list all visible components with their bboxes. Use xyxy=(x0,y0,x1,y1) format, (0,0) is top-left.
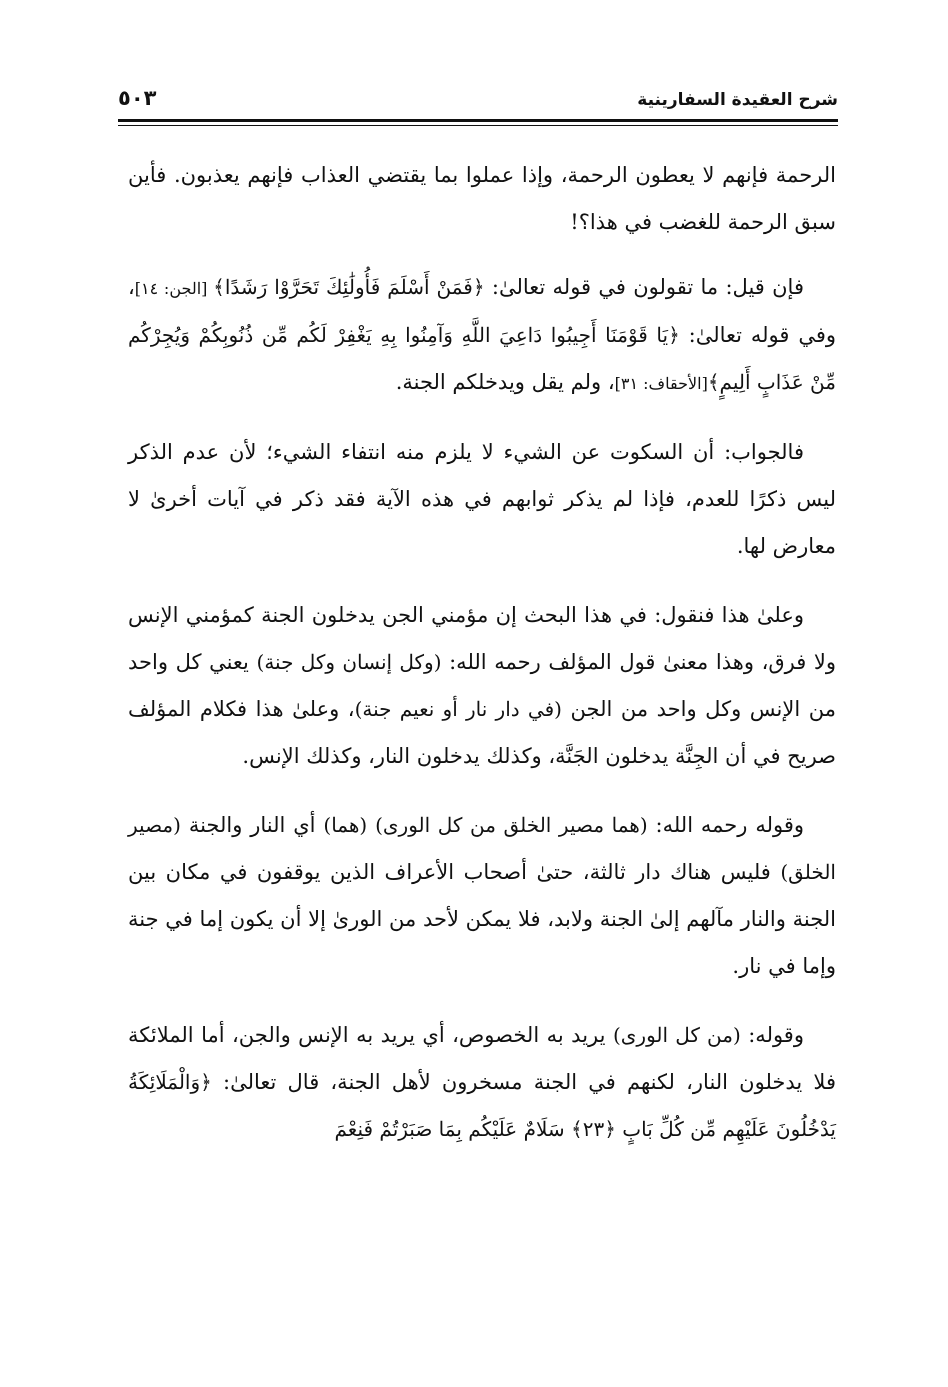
verse-reference-jinn: [الجن: ١٤] xyxy=(134,279,214,298)
author-quote: (من كل الورى) xyxy=(612,1023,741,1047)
text-segment: وقوله رحمه الله: xyxy=(647,813,805,837)
text-segment: وعلىٰ هذا فنقول: في هذا البحث إن مؤمني الجن يدخلون الجنة كمؤمني الإنس ولا فرق، وهذا معنىٰ قول المؤلف رحمه الله: xyxy=(128,603,836,674)
quran-verse-ahqaf: ﴿يَا قَوْمَنَا أَجِيبُوا دَاعِيَ اللَّهِ وَآمِنُوا بِهِ يَغْفِرْ لَكُم مِّن ذُنُوبِكُمْ وَيُجِرْكُم مِّنْ عَذَابٍ أَلِيمٍ﴾ xyxy=(128,323,836,394)
text-segment: وقوله: xyxy=(740,1023,804,1047)
author-quote: (هما مصير الخلق من كل الورى) xyxy=(375,813,648,837)
header-rule-thick xyxy=(118,119,838,122)
question-intro: فإن قيل: ما تقولون في قوله تعالىٰ: xyxy=(484,275,804,299)
author-quote: (وكل إنسان وكل جنة) xyxy=(256,650,442,674)
author-quote: (هما) xyxy=(323,813,368,837)
paragraph-jinn-paradise xyxy=(128,592,836,780)
question-middle: ، وفي قوله تعالىٰ: xyxy=(128,275,836,347)
text-segment: فليس هناك دار ثالثة، حتىٰ أصحاب الأعراف الذين يوقفون في مكان بين الجنة والنار مآلهم إلىٰ الجنة ولابد، فلا يمكن لأحد من الورىٰ إلا أن يكون إما في جنة وإما في نار. xyxy=(128,860,836,978)
text-segment: ، وعلىٰ هذا فكلام المؤلف صريح في أن الجِنَّة يدخلون الجَنَّة، وكذلك يدخلون النار، وكذلك الإنس. xyxy=(128,697,836,768)
page-body xyxy=(128,152,836,1153)
paragraph-destiny xyxy=(128,802,836,990)
quran-verse-jinn: ﴿فَمَنْ أَسْلَمَ فَأُولَٰئِكَ تَحَرَّوْا رَشَدًا﴾ xyxy=(213,275,485,299)
paragraph-answer: فالجواب: أن السكوت عن الشيء لا يلزم منه انتفاء الشيء؛ لأن عدم الذكر ليس ذكرًا للعدم، فإذا لم يذكر ثوابهم في هذه الآية فقد ذكر في آيات أخرىٰ لا معارض لها. xyxy=(128,440,836,558)
text-segment: أي النار والجنة xyxy=(180,813,324,837)
running-title: شرح العقيدة السفارينية xyxy=(637,90,838,110)
text-segment xyxy=(367,813,375,837)
page-header xyxy=(118,88,838,122)
paragraph-angels xyxy=(128,1012,836,1153)
header-rule-thin xyxy=(118,125,838,126)
page-number: ٥٠٣ xyxy=(118,86,157,110)
paragraph-continuation: الرحمة فإنهم لا يعطون الرحمة، وإذا عملوا بما يقتضي العذاب فإنهم يعذبون. فأين سبق الرحمة للغضب في هذا؟! xyxy=(128,163,836,234)
text-segment: يعني كل واحد من الإنس وكل واحد من الجن xyxy=(128,650,836,721)
question-end: ، ولم يقل ويدخلكم الجنة. xyxy=(395,370,615,394)
author-quote: (في دار نار أو نعيم جنة) xyxy=(354,697,562,721)
verse-reference-ahqaf: [الأحقاف: ٣١] xyxy=(614,374,708,393)
paragraph-question xyxy=(128,264,836,407)
quran-verse-raad: ﴿وَالْمَلَائِكَةُ يَدْخُلُونَ عَلَيْهِم مِّن كُلِّ بَابٍ ﴿٢٣﴾ سَلَامٌ عَلَيْكُم بِمَا صَبَرْتُمْ فَنِعْمَ xyxy=(128,1070,836,1141)
author-quote: (مصير الخلق) xyxy=(128,813,836,884)
text-segment: يريد به الخصوص، أي يريد به الإنس والجن، أما الملائكة فلا يدخلون النار، لكنهم في الجنة مسخرون لأهل الجنة، قال تعالىٰ: xyxy=(128,1023,836,1094)
